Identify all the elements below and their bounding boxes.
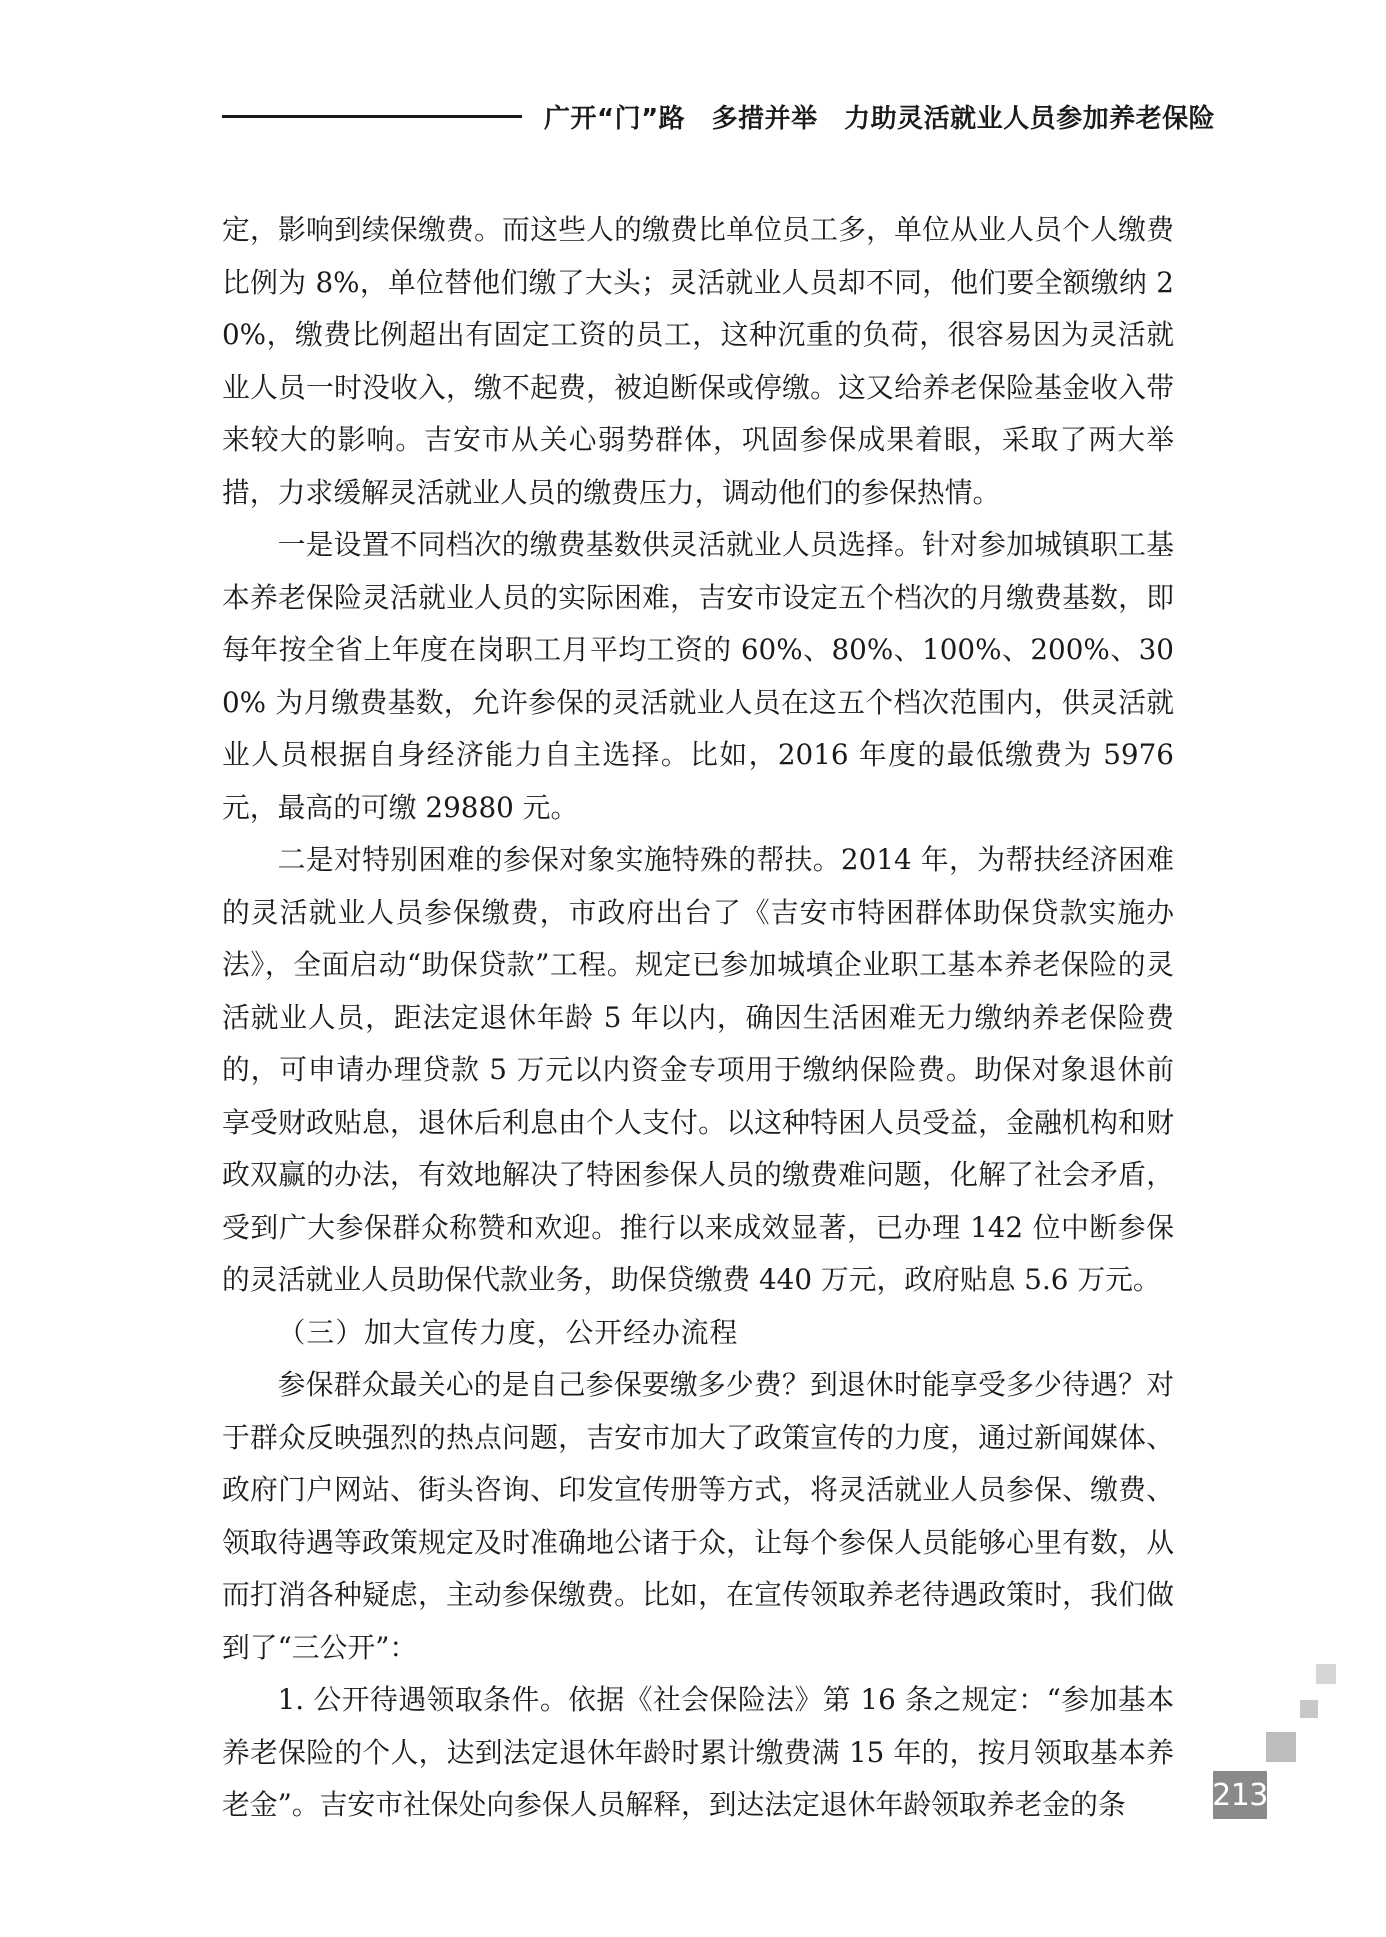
page-number: 213 [1212,1777,1268,1813]
running-header [222,96,1216,136]
page-number-badge [1213,1771,1267,1819]
body-text [222,204,1174,1832]
section-heading: （三）加大宣传力度，公开经办流程 [277,1315,739,1349]
paragraph-measure-two: 二是对特别困难的参保对象实施特殊的帮扶。2014 年，为帮扶经济困难的灵活就业人员参保缴费，市政府出台了《吉安市特困群体助保贷款实施办法》，全面启动“助保贷款”工程。规定已参加城填企业职工基本养老保险的灵活就业人员，距法定退休年龄 5 年以内，确因生活困难无力缴纳养老保险费的，可申请办理贷款 5 万元以内资金专项用于缴纳保险费。助保对象退休前享受财政贴息，退休后利息由个人支付。以这种特困人员受益，金融机构和财政双赢的办法，有效地解决了特困参保人员的缴费难问题，化解了社会矛盾，受到广大参保群众称赞和欢迎。推行以来成效显著，已办理 142 位中断参保的灵活就业人员助保代款业务，助保贷缴费 440 万元，政府贴息 5.6 万元。 [222,843,1174,1296]
paragraph-measure-one: 一是设置不同档次的缴费基数供灵活就业人员选择。针对参加城镇职工基本养老保险灵活就业人员的实际困难，吉安市设定五个档次的月缴费基数，即每年按全省上年度在岗职工月平均工资的 60%、80%、100%、200%、300% 为月缴费基数，允许参保的灵活就业人员在这五个档次范围内，供灵活就业人员根据自身经济能力自主选择。比如，2016 年度的最低缴费为 5976 元，最高的可缴 29880 元。 [222,528,1174,824]
paragraph-publicity: 参保群众最关心的是自己参保要缴多少费？到退休时能享受多少待遇？对于群众反映强烈的热点问题，吉安市加大了政策宣传的力度，通过新闻媒体、政府门户网站、街头咨询、印发宣传册等方式，将灵活就业人员参保、缴费、领取待遇等政策规定及时准确地公诸于众，让每个参保人员能够心里有数，从而打消各种疑虑，主动参保缴费。比如，在宣传领取养老待遇政策时，我们做到了“三公开”： [222,1368,1174,1664]
decorative-square [1316,1664,1336,1684]
paragraph-continuation: 定，影响到续保缴费。而这些人的缴费比单位员工多，单位从业人员个人缴费比例为 8%，单位替他们缴了大头；灵活就业人员却不同，他们要全额缴纳 20%，缴费比例超出有固定工资的员工，这种沉重的负荷，很容易因为灵活就业人员一时没收入，缴不起费，被迫断保或停缴。这又给养老保险基金收入带来较大的影响。吉安市从关心弱势群体，巩固参保成果着眼，采取了两大举措，力求缓解灵活就业人员的缴费压力，调动他们的参保热情。 [222,213,1174,509]
decorative-square [1300,1700,1318,1718]
paragraph-item-one: 1. 公开待遇领取条件。依据《社会保险法》第 16 条之规定：“参加基本养老保险的个人，达到法定退休年龄时累计缴费满 15 年的，按月领取基本养老金”。吉安市社保处向参保人员解释，到达法定退休年龄领取养老金的条 [222,1683,1174,1821]
running-title: 广开“门”路 多措并举 力助灵活就业人员参加养老保险 [544,103,1216,134]
decorative-square [1266,1732,1296,1762]
header-rule [222,115,522,118]
